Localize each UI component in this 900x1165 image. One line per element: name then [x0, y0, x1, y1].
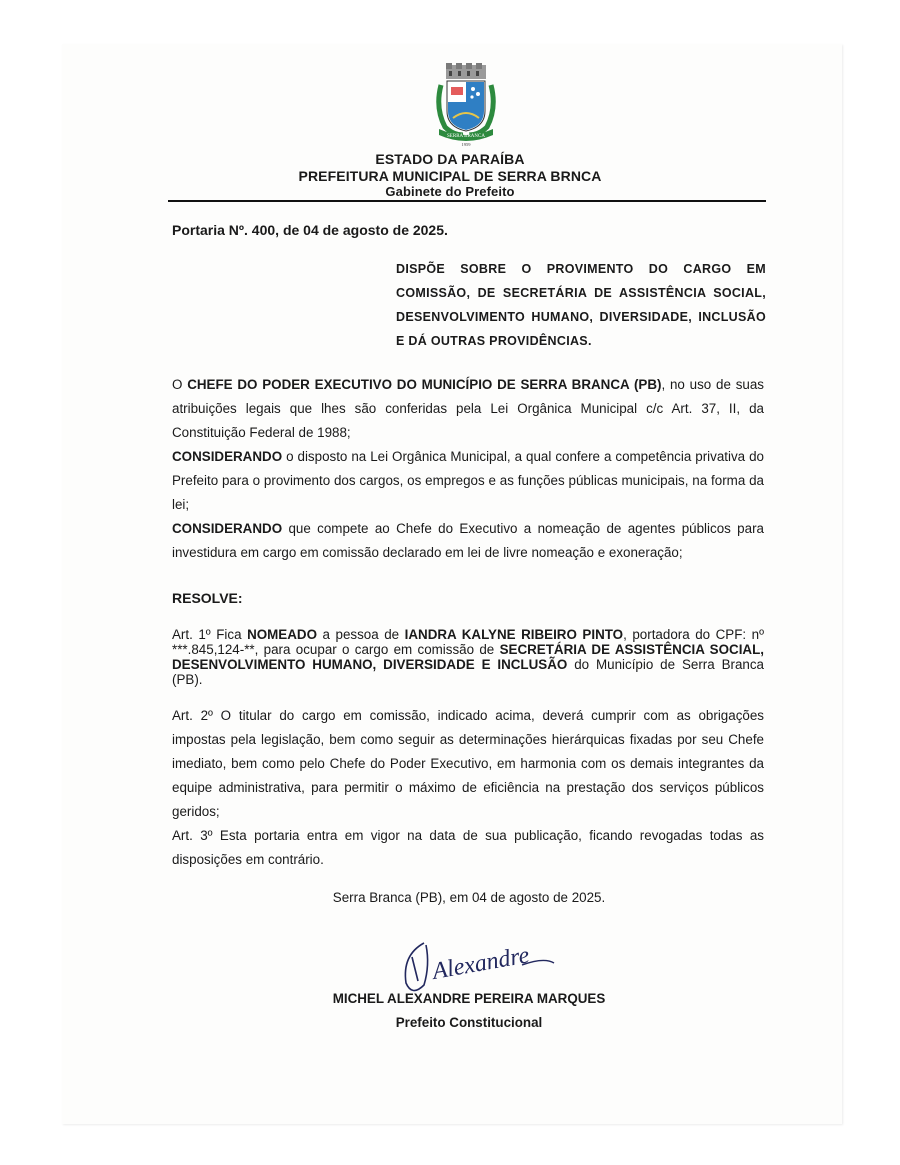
article-3: Art. 3º Esta portaria entra em vigor na data de sua publicação, ficando revogadas todas as disposições em contrário.	[172, 828, 764, 867]
header-divider	[168, 200, 766, 202]
portaria-title: Portaria Nº. 400, de 04 de agosto de 2025.	[172, 222, 448, 238]
preamble-paragraph-3: CONSIDERANDO que compete ao Chefe do Executivo a nomeação de agentes públicos para investidura em cargo em comissão declarado em lei de livre nomeação e exoneração;	[172, 521, 764, 560]
header-office: Gabinete do Prefeito	[385, 184, 515, 199]
resolve-heading: RESOLVE:	[172, 590, 243, 606]
preamble-paragraph-1: O CHEFE DO PODER EXECUTIVO DO MUNICÍPIO DE SERRA BRANCA (PB), no uso de suas atribuições legais que lhes são conferidas pela Lei Orgânica Municipal c/c Art. 37, II, da Constituição Federal de 1988;	[172, 377, 764, 440]
article-2: Art. 2º O titular do cargo em comissão, indicado acima, deverá cumprir com as obrigações impostas pela legislação, bem como seguir as determinações hierárquicas fixadas por seu Chefe imediato, bem como pelo Chefe do Poder Executivo, em harmonia com os demais integrantes da equipe administrativa, para permitir o máximo de eficiência na prestação dos serviços públicos geridos;	[172, 708, 764, 819]
crest-motto: SERRA BRANCA	[447, 134, 485, 139]
signatory-name: MICHEL ALEXANDRE PEREIRA MARQUES	[332, 991, 606, 1006]
municipal-crest-icon	[433, 63, 499, 147]
crest-year: 1959	[461, 142, 471, 147]
place-date: Serra Branca (PB), em 04 de agosto de 2025.	[332, 890, 606, 905]
preamble-paragraph-2: CONSIDERANDO o disposto na Lei Orgânica Municipal, a qual confere a competência privativa do Prefeito para o provimento dos cargos, os empregos e as funções públicas municipais, na forma da lei;	[172, 449, 764, 512]
article-1: Art. 1º Fica NOMEADO a pessoa de IANDRA KALYNE RIBEIRO PINTO, portadora do CPF: nº ***.845,124-**, para ocupar o cargo em comissão de SECRETÁRIA DE ASSISTÊNCIA SOCIAL, DESENVOLVIMENTO HUMANO, DIVERSIDADE E INCLUSÃO do Município de Serra Branca (PB).	[172, 627, 764, 687]
header-prefecture: PREFEITURA MUNICIPAL DE SERRA BRNCA	[298, 168, 602, 184]
signatory-title: Prefeito Constitucional	[395, 1015, 543, 1030]
article-2-3	[172, 704, 764, 872]
svg-text:Alexandre: Alexandre	[430, 942, 532, 985]
header-state: ESTADO DA PARAÍBA	[375, 151, 525, 167]
preamble	[172, 373, 764, 565]
ementa: DISPÕE SOBRE O PROVIMENTO DO CARGO EM COMISSÃO, DE SECRETÁRIA DE ASSISTÊNCIA SOCIAL, DESENVOLVIMENTO HUMANO, DIVERSIDADE, INCLUSÃO E DÁ OUTRAS PROVIDÊNCIAS.	[396, 262, 766, 348]
